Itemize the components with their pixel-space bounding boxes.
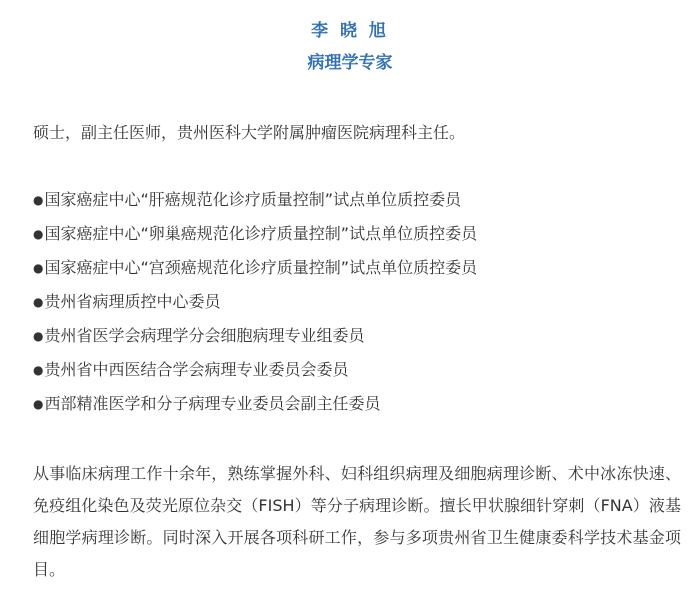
roles-list: [33, 187, 477, 425]
bullet-icon: ●: [33, 397, 44, 411]
role-text: 贵州省中西医结合学会病理专业委员会委员: [44, 360, 349, 379]
bio-paragraph: 从事临床病理工作十余年，熟练掌握外科、妇科组织病理及细胞病理诊断、术中冰冻快速、免疫组化染色及荧光原位杂交（FISH）等分子病理诊断。擅长甲状腺细针穿刺（FNA）液基细胞学病理诊断。同时深入开展各项科研工作，参与多项贵州省卫生健康委科学技术基金项目。: [33, 464, 681, 579]
role-text: 贵州省病理质控中心委员: [44, 292, 221, 311]
expert-name: 李 晓 旭: [311, 21, 389, 41]
bullet-icon: ●: [33, 329, 44, 343]
list-item: [33, 323, 477, 357]
bullet-icon: ●: [33, 295, 44, 309]
role-text: 国家癌症中心“宫颈癌规范化诊疗质量控制”试点单位质控委员: [44, 258, 478, 277]
list-item: [33, 187, 477, 221]
role-text: 西部精准医学和分子病理专业委员会副主任委员: [44, 394, 381, 413]
list-item: [33, 391, 477, 425]
list-item: [33, 289, 477, 323]
bullet-icon: ●: [33, 193, 44, 207]
intro-paragraph: 硕士，副主任医师，贵州医科大学附属肿瘤医院病理科主任。: [33, 123, 466, 142]
expert-title: 病理学专家: [307, 53, 393, 73]
bullet-icon: ●: [33, 363, 44, 377]
list-item: [33, 357, 477, 391]
bullet-icon: ●: [33, 227, 44, 241]
list-item: [33, 221, 477, 255]
role-text: 国家癌症中心“卵巢癌规范化诊疗质量控制”试点单位质控委员: [44, 224, 478, 243]
role-text: 贵州省医学会病理学分会细胞病理专业组委员: [44, 326, 365, 345]
list-item: [33, 255, 477, 289]
role-text: 国家癌症中心“肝癌规范化诊疗质量控制”试点单位质控委员: [44, 190, 462, 209]
bullet-icon: ●: [33, 261, 44, 275]
